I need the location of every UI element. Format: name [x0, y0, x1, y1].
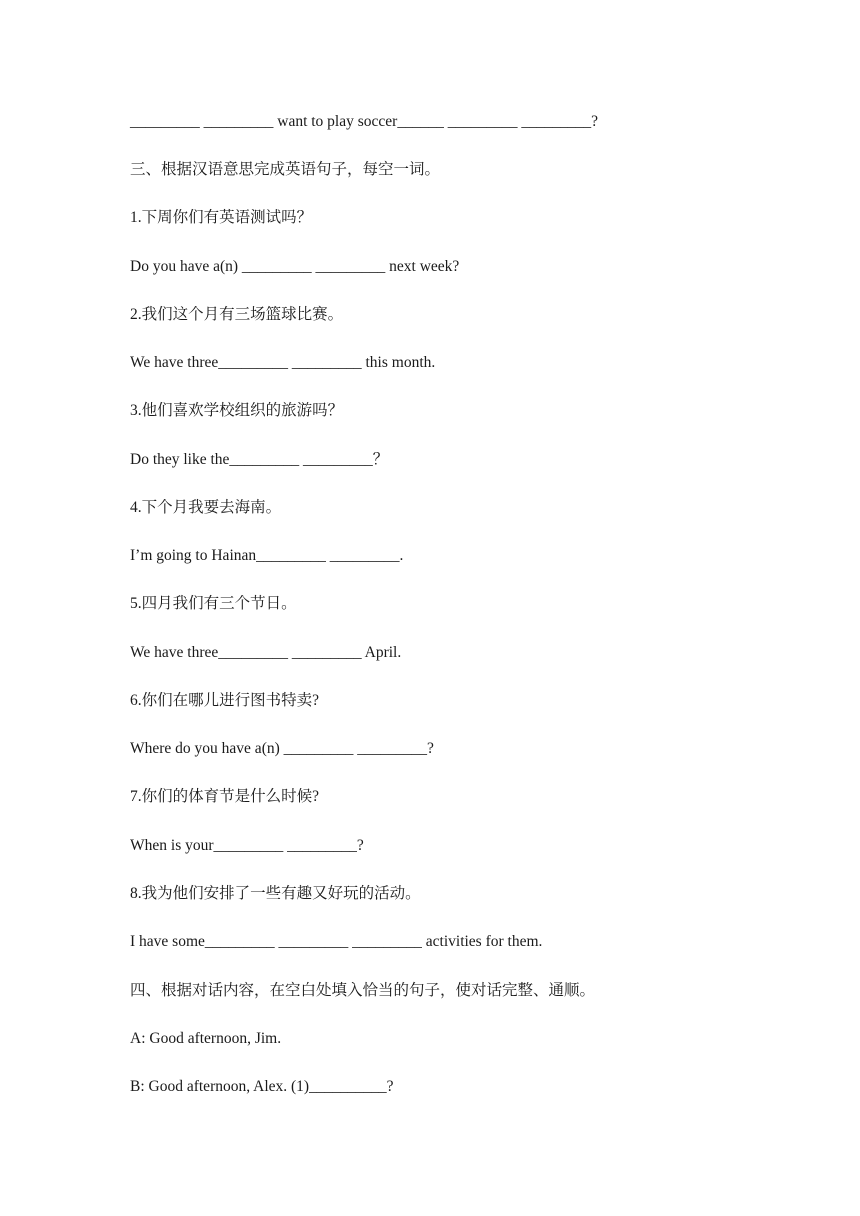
question-4-chinese: 4.下个月我要去海南。	[130, 499, 282, 516]
question-6-english: Where do you have a(n) _________ _________?	[130, 740, 434, 757]
question-2-english: We have three_________ _________ this month.	[130, 354, 436, 371]
question-7-english: When is your_________ _________?	[130, 837, 364, 854]
question-5-chinese: 5.四月我们有三个节日。	[130, 595, 297, 612]
question-3-english: Do they like the_________ _________？	[130, 451, 389, 468]
question-8-chinese: 8.我为他们安排了一些有趣又好玩的活动。	[130, 885, 421, 902]
question-1-chinese: 1.下周你们有英语测试吗？	[130, 209, 313, 226]
question-3-chinese: 3.他们喜欢学校组织的旅游吗？	[130, 402, 344, 419]
question-2-chinese: 2.我们这个月有三场篮球比赛。	[130, 306, 344, 323]
question-4-english: I’m going to Hainan_________ _________.	[130, 547, 404, 564]
question-7-chinese: 7.你们的体育节是什么时候?	[130, 788, 320, 805]
dialogue-line-b: B: Good afternoon, Alex. (1)__________?	[130, 1078, 394, 1095]
question-6-chinese: 6.你们在哪儿进行图书特卖?	[130, 692, 320, 709]
section-four-heading: 四、根据对话内容，在空白处填入恰当的句子，使对话完整、通顺。	[130, 982, 596, 999]
dialogue-line-a: A: Good afternoon, Jim.	[130, 1030, 282, 1047]
question-8-english: I have some_________ _________ _________ activities for them.	[130, 933, 543, 950]
question-5-english: We have three_________ _________ April.	[130, 644, 402, 661]
exercise-line-soccer-question: _________ _________ want to play soccer______ _________ _________?	[130, 113, 598, 130]
section-three-heading: 三、根据汉语意思完成英语句子，每空一词。	[130, 161, 441, 178]
question-1-english: Do you have a(n) _________ _________ next week?	[130, 258, 460, 275]
